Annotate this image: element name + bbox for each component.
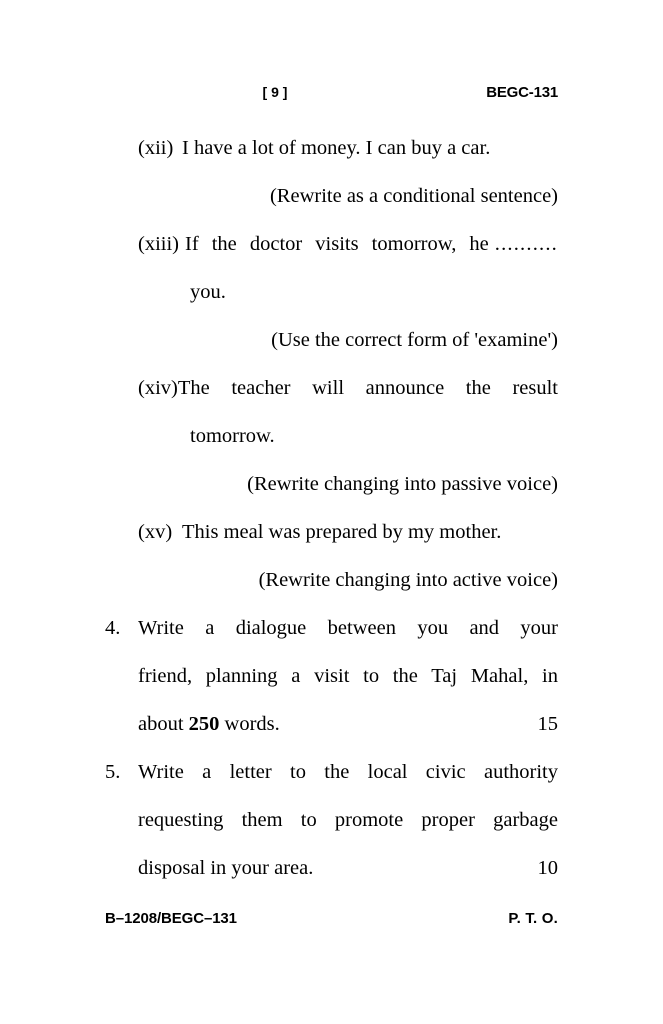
question-4-number: 4. xyxy=(105,617,121,639)
page-number: [ 9 ] xyxy=(262,84,288,100)
sub-question-xiii-blank: .......... xyxy=(494,233,558,255)
sub-question-xiv-text: The teacher will announce the result xyxy=(177,377,558,399)
question-4-line-2: friend, planning a visit to the Taj Mahal, in xyxy=(138,665,558,687)
sub-question-xv xyxy=(105,508,558,556)
question-5-number: 5. xyxy=(105,761,121,783)
page-footer xyxy=(105,910,558,932)
sub-question-xv-marker: (xv) xyxy=(138,521,173,543)
sub-question-xiv xyxy=(105,364,558,460)
question-4-word-count: 250 xyxy=(188,713,220,735)
question-5-line-3 xyxy=(138,844,558,892)
sub-question-xv-text: This meal was prepared by my mother. xyxy=(182,521,502,543)
sub-question-xiii-marker: (xiii) xyxy=(138,233,179,255)
question-body xyxy=(105,124,558,892)
question-5-line-1: Write a letter to the local civic authority xyxy=(138,761,558,783)
sub-question-xv-instruction: (Rewrite changing into active voice) xyxy=(258,569,558,591)
question-4-line-1: Write a dialogue between you and your xyxy=(138,617,558,639)
footer-paper-id: B–1208/BEGC–131 xyxy=(105,910,237,927)
paper-code: BEGC-131 xyxy=(486,84,558,101)
question-4-line-3 xyxy=(138,700,558,748)
question-5 xyxy=(105,748,558,892)
sub-question-xiii-line-2: you. xyxy=(190,281,226,303)
sub-question-xiv-instruction: (Rewrite changing into passive voice) xyxy=(247,473,558,495)
question-5-line-3-pre: disposal in your area. xyxy=(138,857,314,879)
question-5-line-2: requesting them to promote proper garbage xyxy=(138,809,558,831)
question-4-line-3-post: words. xyxy=(219,713,280,735)
sub-question-xiv-line-2: tomorrow. xyxy=(190,425,275,447)
sub-question-xiii-instruction: (Use the correct form of 'examine') xyxy=(271,329,558,351)
question-5-marks: 10 xyxy=(537,857,558,879)
sub-question-xii-instruction: (Rewrite as a conditional sentence) xyxy=(269,185,558,207)
footer-pto: P. T. O. xyxy=(508,910,558,927)
question-4-marks: 15 xyxy=(537,713,558,735)
sub-question-xii-marker: (xii) xyxy=(138,137,174,159)
question-4-line-3-pre: about xyxy=(138,713,189,735)
sub-question-xiv-line-1 xyxy=(138,364,558,412)
question-4 xyxy=(105,604,558,748)
running-head xyxy=(105,84,558,104)
sub-question-xii xyxy=(105,124,558,172)
sub-question-xii-text: I have a lot of money. I can buy a car. xyxy=(182,137,491,159)
sub-question-xiv-marker: (xiv) xyxy=(138,377,178,399)
sub-question-xiii-text: If the doctor visits tomorrow, he xyxy=(185,233,489,255)
sub-question-xiii xyxy=(105,220,558,316)
sub-question-xiii-line-1 xyxy=(138,220,558,268)
